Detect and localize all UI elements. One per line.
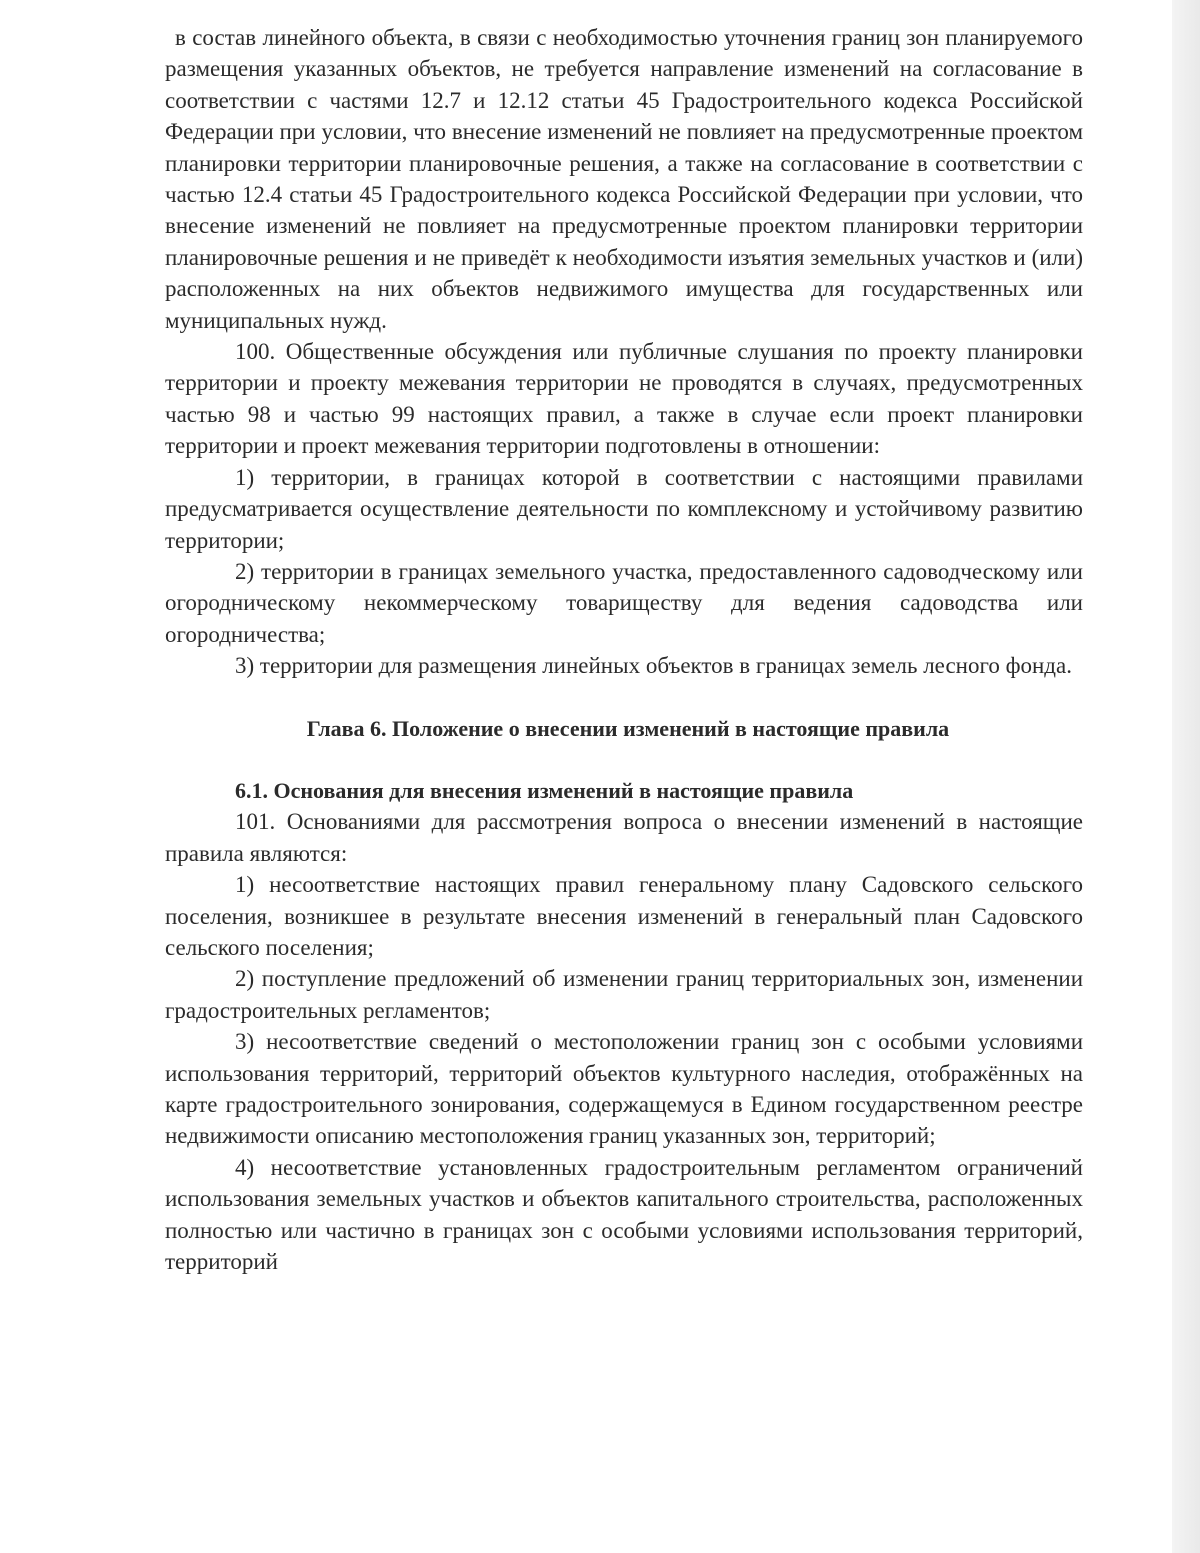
paragraph-101-item-2: 2) поступление предложений об изменении границ территориальных зон, изменении градостроительных регламентов; (165, 966, 1083, 1023)
document-page (165, 22, 1083, 1277)
scan-edge (1172, 0, 1200, 1553)
paragraph-100-item-1: 1) территории, в границах которой в соответствии с настоящими правилами предусматривается осуществление деятельности по комплексному и устойчивому развитию территории; (165, 464, 1083, 553)
intro-paragraph: в состав линейного объекта, в связи с необходимостью уточнения границ зон планируемого размещения указанных объектов, не требуется направление изменений на согласование в соответствии с частями 12.7 и 12.12 статьи 45 Градостроительного кодекса Российской Федерации при условии, что внесение изменений не повлияет на предусмотренные проектом планировки территории планировочные решения, а также на согласование в соответствии с частью 12.4 статьи 45 Градостроительного кодекса Российской Федерации при условии, что внесение изменений не повлияет на предусмотренные проектом планировки территории планировочные решения и не приведёт к необходимости изъятия земельных участков и (или) расположенных на них объектов недвижимого имущества для государственных или муниципальных нужд. (165, 25, 1083, 333)
paragraph-101-item-3: 3) несоответствие сведений о местоположении границ зон с особыми условиями использования территорий, территорий объектов культурного наследия, отображённых на карте градостроительного зонирования, содержащемуся в Едином государственном реестре недвижимости описанию местоположения границ указанных зон, территорий; (165, 1029, 1083, 1149)
chapter-title: Глава 6. Положение о внесении изменений в настоящие правила (306, 715, 950, 741)
paragraph-101-item-1: 1) несоответствие настоящих правил генеральному плану Садовского сельского поселения, возникшее в результате внесения изменений в генеральный план Садовского сельского поселения; (165, 872, 1083, 960)
paragraph-100-item-2: 2) территории в границах земельного участка, предоставленного садоводческому или огородническому некоммерческому товариществу для ведения садоводства или огородничества; (165, 558, 1083, 647)
paragraph-101: 101. Основаниями для рассмотрения вопроса о внесении изменений в настоящие правила являются: (165, 809, 1083, 866)
section-title: 6.1. Основания для внесения изменений в настоящие правила (235, 777, 854, 803)
paragraph-100: 100. Общественные обсуждения или публичные слушания по проекту планировки территории и проекту межевания территории не проводятся в случаях, предусмотренных частью 98 и частью 99 настоящих правил, а также в случае если проект планировки территории и проект межевания территории подготовлены в отношении: (165, 339, 1083, 459)
paragraph-101-item-4: 4) несоответствие установленных градостроительным регламентом ограничений использования земельных участков и объектов капитального строительства, расположенных полностью или частично в границах зон с особыми условиями использования территорий, территорий (165, 1154, 1083, 1275)
paragraph-100-item-3: 3) территории для размещения линейных объектов в границах земель лесного фонда. (235, 653, 1072, 679)
